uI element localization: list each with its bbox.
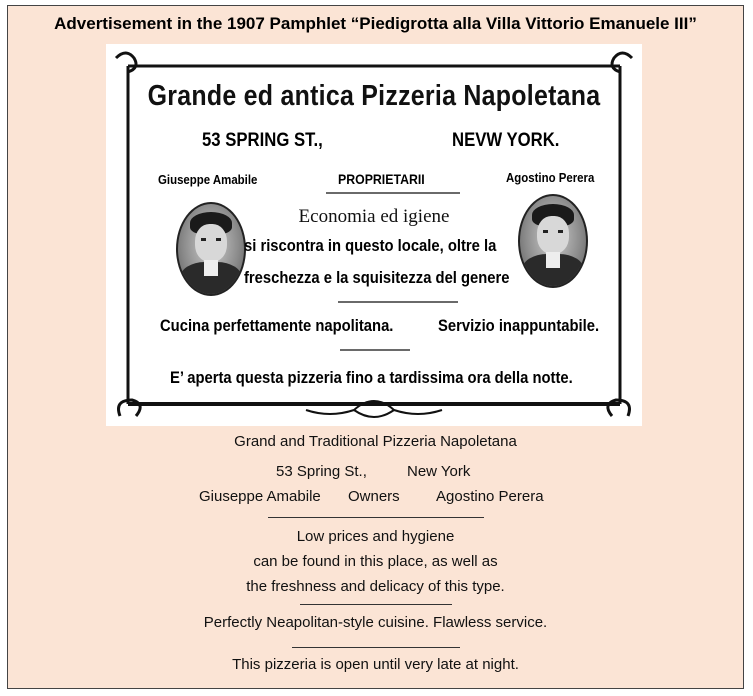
translation-city: New York — [407, 463, 471, 480]
caption-frame — [7, 5, 744, 689]
advertisement-image — [106, 44, 642, 426]
divider — [268, 517, 484, 518]
ad-line-1: si riscontra in questo locale, oltre la — [244, 236, 497, 255]
translation-line-4: Perfectly Neapolitan-style cuisine. Flawless service. — [203, 614, 548, 631]
translation-owners-label: Owners — [348, 488, 400, 505]
divider — [300, 604, 452, 605]
page-title: Advertisement in the 1907 Pamphlet “Piedigrotta alla Villa Vittorio Emanuele III” — [54, 14, 697, 33]
translation-owner-right: Agostino Perera — [436, 488, 544, 505]
ad-closing: E’ aperta questa pizzeria fino a tardissima ora della notte. — [170, 368, 573, 387]
translation-line-2: can be found in this place, as well as — [253, 553, 498, 570]
translation-line-5: This pizzeria is open until very late at night. — [232, 656, 519, 673]
ad-owner-right: Agostino Perera — [506, 170, 595, 185]
translation-owner-left: Giuseppe Amabile — [199, 488, 321, 505]
ad-title: Grande ed antica Pizzeria Napoletana — [147, 80, 601, 112]
translation-title: Grand and Traditional Pizzeria Napoletana — [234, 433, 517, 450]
ad-slogan: Economia ed igiene — [298, 206, 450, 227]
ad-service: Servizio inappuntabile. — [438, 316, 600, 335]
ad-cuisine: Cucina perfettamente napolitana. — [160, 316, 394, 335]
ad-owner-left: Giuseppe Amabile — [158, 172, 258, 187]
ad-owners-label: PROPRIETARII — [338, 171, 425, 187]
ad-line-2: freschezza e la squisitezza del genere — [244, 268, 510, 287]
translation-address — [8, 463, 743, 483]
ad-address-city: NEVW YORK. — [452, 130, 560, 151]
translation-line-1: Low prices and hygiene — [296, 528, 455, 545]
translation-line-3: the freshness and delicacy of this type. — [246, 578, 505, 595]
translation-street: 53 Spring St., — [276, 463, 367, 480]
translation-owners-row — [8, 488, 743, 508]
ad-address-street: 53 SPRING ST., — [202, 130, 323, 151]
divider — [292, 647, 460, 648]
